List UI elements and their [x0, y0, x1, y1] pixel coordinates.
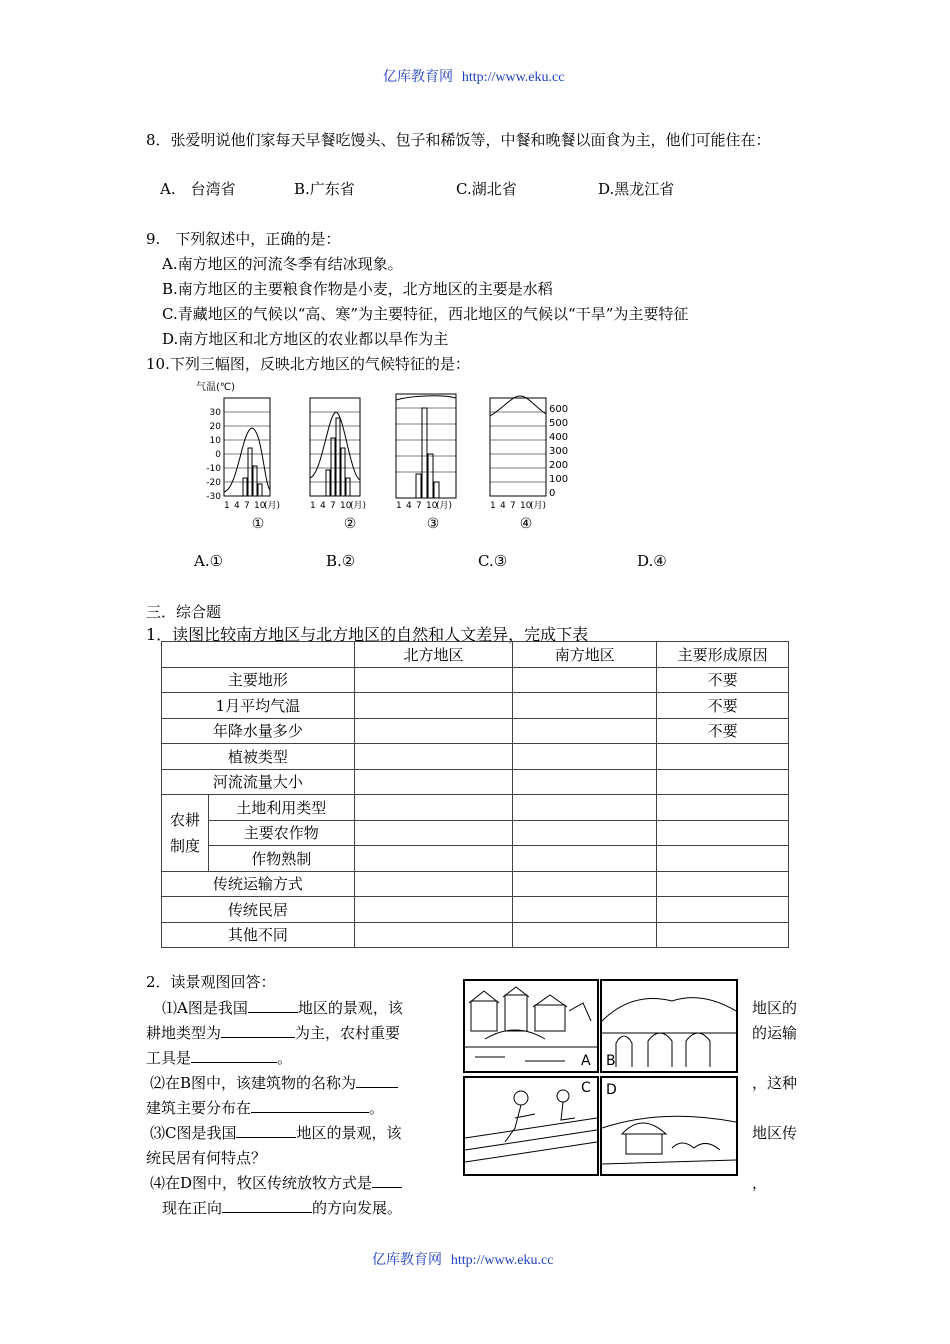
row-label: 1月平均气温	[162, 693, 355, 719]
q2-line5: 建筑主要分布在 。	[146, 1099, 385, 1117]
image-d-label: D	[606, 1082, 617, 1098]
footer-site: 亿库教育网	[372, 1252, 442, 1268]
landscape-image-c	[463, 1076, 599, 1176]
answer-cell[interactable]	[513, 871, 657, 897]
blank-building-name[interactable]	[356, 1073, 398, 1088]
temp-tick-label: 0	[215, 450, 221, 460]
temp-tick-label: 10	[209, 436, 221, 446]
q2-line7: 统民居有何特点？	[146, 1149, 267, 1167]
page-footer	[372, 1249, 553, 1269]
temp-tick-label: -20	[206, 478, 221, 488]
answer-cell[interactable]	[354, 897, 513, 923]
month-tick-label: 1	[310, 501, 316, 511]
table-row	[162, 744, 789, 770]
answer-cell[interactable]	[513, 820, 657, 846]
row-label: 土地利用类型	[208, 795, 354, 821]
month-tick-label: 4	[500, 501, 506, 511]
table-row	[162, 795, 789, 821]
precip-tick-label: 400	[549, 432, 569, 443]
q2-line6-cont: 地区传	[752, 1124, 798, 1142]
month-tick-label: 10	[340, 501, 352, 511]
row-label: 作物熟制	[208, 846, 354, 872]
blank-farmland-type[interactable]	[221, 1023, 295, 1038]
answer-cell[interactable]	[657, 922, 789, 948]
month-tick-label: 4	[406, 501, 412, 511]
answer-cell[interactable]	[513, 769, 657, 795]
month-tick-label: (月)	[436, 501, 453, 511]
blank-region-a[interactable]	[248, 998, 298, 1013]
q10-option-c: C.③	[478, 552, 508, 570]
row-label: 主要地形	[162, 667, 355, 693]
section3-q1-stem: 1．读图比较南方地区与北方地区的自然和人文差异，完成下表	[146, 625, 589, 644]
header-url[interactable]: http://www.eku.cc	[461, 70, 565, 85]
precip-tick-label: 600	[549, 404, 569, 415]
month-tick-label: 7	[244, 501, 250, 511]
chart-number-label: ①	[251, 516, 265, 532]
table-row	[162, 922, 789, 948]
month-tick-label: 7	[330, 501, 336, 511]
month-tick-label: 7	[416, 501, 422, 511]
answer-cell[interactable]	[513, 897, 657, 923]
table-header-cell	[162, 642, 355, 668]
blank-development-direction[interactable]	[222, 1198, 312, 1213]
month-tick-label: (月)	[530, 501, 547, 511]
table-row	[162, 871, 789, 897]
answer-cell[interactable]	[513, 744, 657, 770]
q10-option-d: D.④	[637, 552, 667, 570]
q2-line3: 工具是 。	[146, 1049, 293, 1067]
q2-line4: ⑵在B图中，该建筑物的名称为	[150, 1072, 398, 1093]
table-row	[162, 820, 789, 846]
climate-charts-figure	[190, 378, 590, 538]
q2-line9: 现在正向 的方向发展。	[162, 1199, 403, 1217]
q8-option-c: C.湖北省	[456, 180, 517, 198]
month-tick-label: (月)	[350, 501, 367, 511]
group-label: 农耕 制度	[162, 795, 209, 872]
q10-option-b: B.②	[326, 552, 356, 570]
table-row	[162, 693, 789, 719]
q2-line1-cont: 地区的	[752, 999, 798, 1017]
q8-stem: 8．张爱明说他们家每天早餐吃馒头、包子和稀饭等，中餐和晚餐以面食为主，他们可能住在：	[146, 131, 771, 149]
reason-cell[interactable]: 不要	[657, 693, 789, 719]
precip-tick-label: 0	[549, 488, 556, 499]
comparison-table	[161, 641, 789, 948]
answer-cell[interactable]	[657, 820, 789, 846]
table-header-row	[162, 642, 789, 668]
row-label: 传统运输方式	[162, 871, 355, 897]
climate-chart-1	[224, 398, 270, 496]
answer-cell[interactable]	[354, 693, 513, 719]
q10-option-a: A.①	[194, 552, 224, 570]
answer-cell[interactable]	[354, 871, 513, 897]
answer-cell[interactable]	[354, 667, 513, 693]
q2-line1: ⑴A图是我国 地区的景观，该	[162, 999, 403, 1017]
q8-option-d: D.黑龙江省	[598, 180, 675, 198]
table-header-cell: 北方地区	[354, 642, 513, 668]
q9-option-c: C.青藏地区的气候以“高、寒”为主要特征，西北地区的气候以“干旱”为主要特征	[162, 305, 689, 323]
precip-tick-label: 100	[549, 474, 569, 485]
blank-building-area[interactable]	[251, 1098, 369, 1113]
footer-url[interactable]: http://www.eku.cc	[450, 1253, 554, 1268]
image-c-label: C	[581, 1080, 591, 1096]
q8-option-a: A. 台湾省	[160, 180, 236, 198]
month-tick-label: 1	[490, 501, 496, 511]
image-b-label: B	[606, 1053, 616, 1069]
q2-line8: ⑷在D图中，牧区传统放牧方式是	[150, 1172, 402, 1193]
answer-cell[interactable]	[657, 846, 789, 872]
landscape-image-d	[600, 1076, 738, 1176]
chart-number-label: ④	[519, 516, 533, 532]
q2-line6: ⑶C图是我国 地区的景观，该	[150, 1124, 402, 1142]
month-tick-label: (月)	[264, 501, 281, 511]
section3-title: 三．综合题	[146, 603, 222, 621]
chart-number-label: ②	[343, 516, 357, 532]
blank-herding-method[interactable]	[372, 1173, 402, 1188]
answer-cell[interactable]	[513, 718, 657, 744]
precip-tick-label: 300	[549, 446, 569, 457]
q9-stem: 9. 下列叙述中，正确的是：	[146, 230, 341, 248]
row-label: 植被类型	[162, 744, 355, 770]
answer-cell[interactable]	[354, 795, 513, 821]
reason-cell[interactable]: 不要	[657, 718, 789, 744]
answer-cell[interactable]	[354, 718, 513, 744]
answer-cell[interactable]	[354, 744, 513, 770]
temp-tick-label: 30	[209, 408, 221, 418]
temp-tick-label: 20	[209, 422, 221, 432]
q9-option-d: D.南方地区和北方地区的农业都以旱作为主	[162, 330, 449, 348]
page-header	[383, 66, 564, 86]
month-tick-label: 1	[396, 501, 402, 511]
precip-tick-label: 500	[549, 418, 569, 429]
table-row	[162, 897, 789, 923]
precip-tick-label: 200	[549, 460, 569, 471]
answer-cell[interactable]	[513, 922, 657, 948]
q10-stem: 10.下列三幅图，反映北方地区的气候特征的是：	[146, 355, 470, 373]
axis-title: 气温(℃)	[196, 382, 236, 393]
blank-region-c[interactable]	[236, 1123, 296, 1138]
reason-cell[interactable]	[657, 769, 789, 795]
landscape-image-b	[600, 979, 738, 1073]
month-tick-label: 4	[234, 501, 240, 511]
table-row	[162, 667, 789, 693]
month-tick-label: 10	[254, 501, 266, 511]
answer-cell[interactable]	[354, 922, 513, 948]
month-tick-label: 10	[426, 501, 438, 511]
month-tick-label: 7	[510, 501, 516, 511]
answer-cell[interactable]	[513, 667, 657, 693]
table-row	[162, 769, 789, 795]
chart-number-label: ③	[426, 516, 440, 532]
month-tick-label: 1	[224, 501, 230, 511]
answer-cell[interactable]	[354, 820, 513, 846]
blank-transport-tool[interactable]	[191, 1048, 277, 1063]
month-tick-label: 10	[520, 501, 532, 511]
q2-line2-cont: 的运输	[752, 1024, 798, 1042]
table-header-cell: 主要形成原因	[657, 642, 789, 668]
landscape-image-a	[463, 979, 599, 1073]
climate-chart-3	[396, 394, 456, 498]
temp-tick-label: -10	[206, 464, 221, 474]
row-label: 河流流量大小	[162, 769, 355, 795]
reason-cell[interactable]: 不要	[657, 667, 789, 693]
temp-tick-label: -30	[206, 492, 221, 502]
answer-cell[interactable]	[513, 795, 657, 821]
answer-cell[interactable]	[657, 795, 789, 821]
answer-cell[interactable]	[657, 897, 789, 923]
image-a-label: A	[581, 1053, 591, 1069]
reason-cell[interactable]	[657, 744, 789, 770]
month-tick-label: 4	[320, 501, 326, 511]
table-row	[162, 846, 789, 872]
row-label: 年降水量多少	[162, 718, 355, 744]
answer-cell[interactable]	[657, 871, 789, 897]
answer-cell[interactable]	[354, 846, 513, 872]
answer-cell[interactable]	[354, 769, 513, 795]
row-label: 传统民居	[162, 897, 355, 923]
q2-line8-cont: ，	[752, 1174, 768, 1192]
climate-chart-2	[310, 398, 360, 496]
q9-option-a: A.南方地区的河流冬季有结冰现象。	[162, 255, 403, 273]
q2-stem: 2．读景观图回答：	[146, 973, 276, 991]
climate-chart-4	[490, 396, 546, 496]
row-label: 其他不同	[162, 922, 355, 948]
q9-option-b: B.南方地区的主要粮食作物是小麦，北方地区的主要是水稻	[162, 280, 553, 298]
header-site: 亿库教育网	[383, 69, 453, 85]
answer-cell[interactable]	[513, 693, 657, 719]
table-header-cell: 南方地区	[513, 642, 657, 668]
q2-line4-cont: ，这种	[752, 1074, 798, 1092]
row-label: 主要农作物	[208, 820, 354, 846]
table-row	[162, 718, 789, 744]
answer-cell[interactable]	[513, 846, 657, 872]
q2-line2: 耕地类型为 为主，农村重要	[146, 1024, 401, 1042]
q8-option-b: B.广东省	[294, 180, 355, 198]
